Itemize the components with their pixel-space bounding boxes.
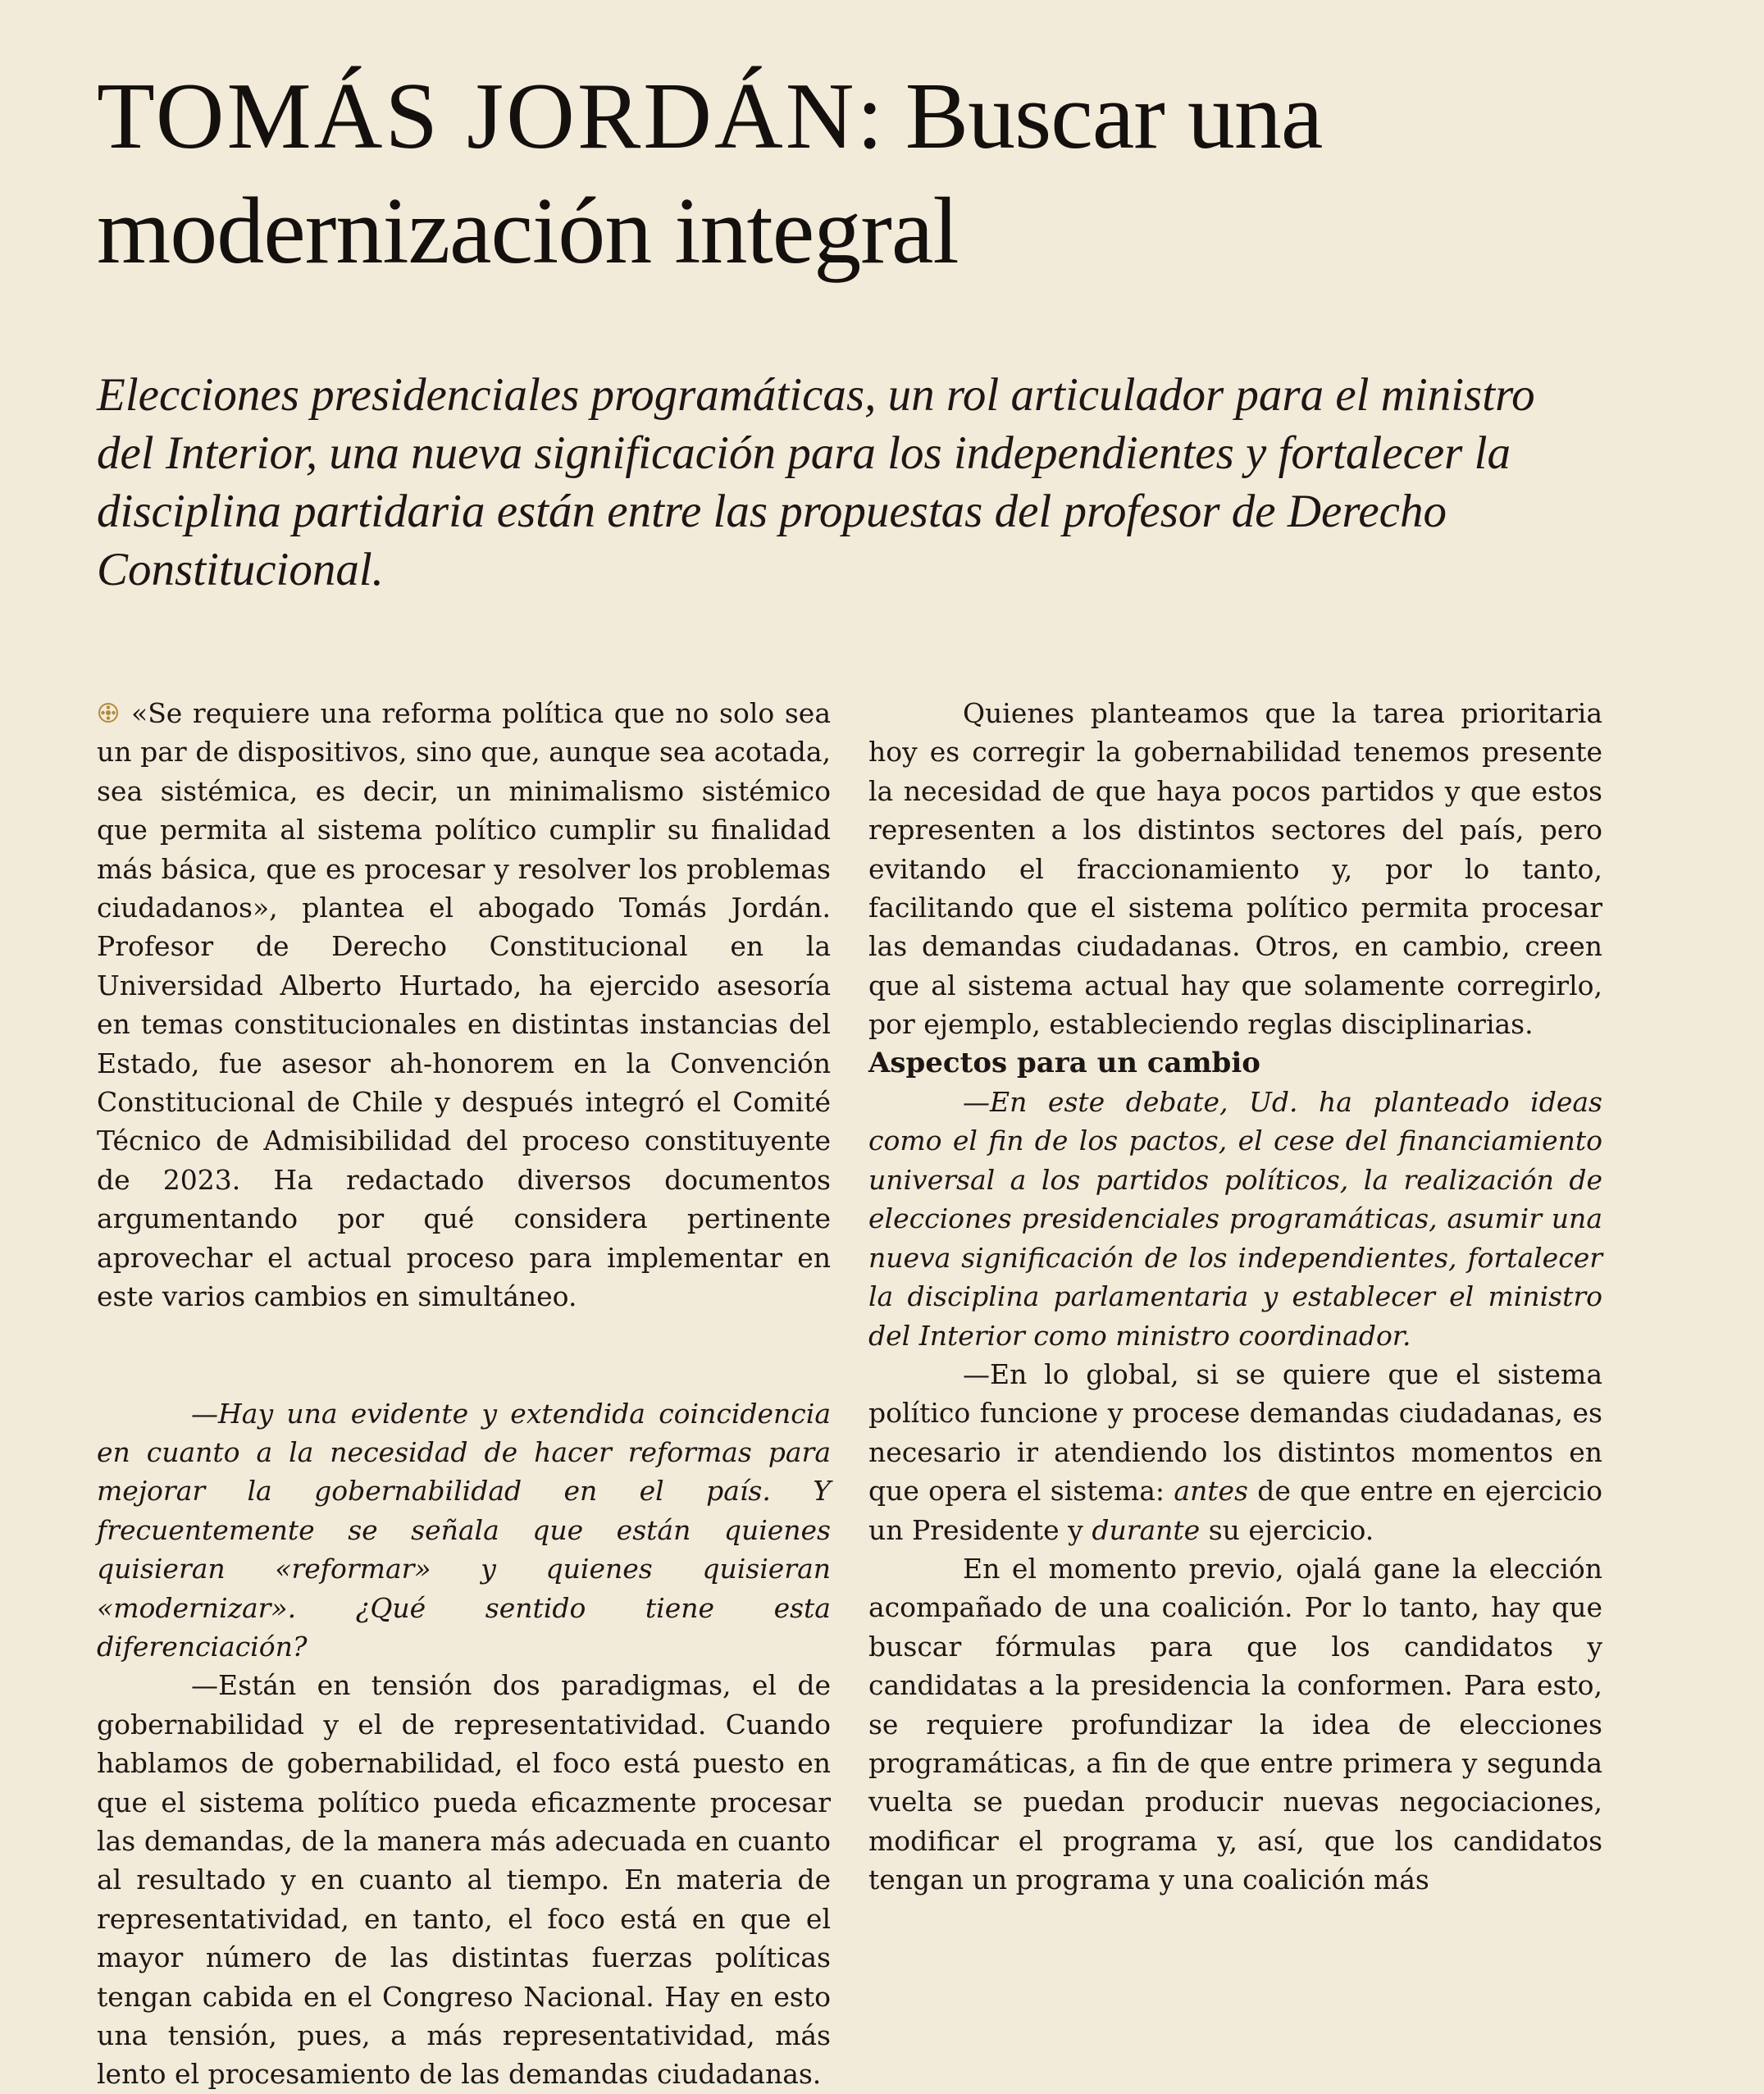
answer-2-emphasis-durante: durante [1092,1513,1201,1546]
right-paragraph-3: En el momento previo, ojalá gane la elección acompañado de una coalición. Por lo tanto, hay que buscar fórmulas para que los candidatos y candidatas a la presidencia la conformen. Para esto, se requiere profundizar la idea de elecciones programáticas, a fin de que entre primera y segunda vuelta se puedan producir nuevas negociaciones, modificar el programa y, así, que los candidatos tengan un programa y una coalición más [868,1552,1602,1896]
article-lead: Elecciones presidenciales programáticas, un rol articulador para el ministro del Interior, una nueva significación para los independientes y fortalecer la disciplina partidaria están entre las propuestas del profesor de Derecho Constitucional. [97,369,1535,595]
title-rest: Buscar una modernización integral [97,64,1323,284]
section-subheading: Aspectos para un cambio [868,1046,1260,1079]
interview-question-2: —En este debate, Ud. ha planteado ideas como el fin de los pactos, el cese del financiamiento universal a los partidos políticos, la realización de elecciones presidenciales programáticas, asumir una nueva significación de los independientes, fortalecer la disciplina parlamentaria y establecer el ministro del Interior como ministro coordinador. [868,1086,1602,1352]
answer-2-part-c: su ejercicio. [1200,1513,1374,1546]
article-page [97,0,1602,2091]
interview-answer-2 [868,1355,1602,1549]
answer-2-emphasis-antes: antes [1174,1475,1248,1508]
intro-text: «Se requiere una reforma política que no solo sea un par de dispositivos, sino que, aunque sea acotada, sea sistémica, es decir, un minimalismo sistémico que permita al sistema político cumplir su finalidad más básica, que es procesar y resolver los problemas ciudadanos», plantea el abogado Tomás Jordán. Profesor de Derecho Constitucional en la Universidad Alberto Hurtado, ha ejercido asesoría en temas constitucionales en distintas instancias del Estado, fue asesor ah-honorem en la Convención Constitucional de Chile y después integró el Comité Técnico de Admisibilidad del proceso constituyente de 2023. Ha redactado diversos documentos argumentando por qué considera pertinente aprovechar el actual proceso para implementar en este varios cambios en simultáneo. [97,697,831,1313]
right-paragraph-1: Quienes planteamos que la tarea prioritaria hoy es corregir la gobernabilidad tenemos presente la necesidad de que haya pocos partidos y que estos representen a los distintos sectores del país, pero evitando el fraccionamiento y, por lo tanto, facilitando que el sistema político permita procesar las demandas ciudadanas. Otros, en cambio, creen que al sistema actual hay que solamente corregirlo, por ejemplo, estableciendo reglas disciplinarias. [868,697,1602,1041]
flower-ornament-icon [97,701,120,724]
article-title [97,59,1602,289]
intro-paragraph [97,694,831,1316]
answer-2-part-a: —En lo global, si se quiere que el sistema político funcione y procese demandas ciudadanas, es necesario ir atendiendo los distintos momentos en que opera el sistema: [868,1357,1602,1508]
title-separator: : [856,64,882,169]
title-name: TOMÁS JORDÁN [97,64,857,169]
left-column [97,694,831,2094]
interview-answer-1: —Están en tensión dos paradigmas, el de gobernabilidad y el de representatividad. Cuando hablamos de gobernabilidad, el foco está puesto en que el sistema político pueda eficazmente procesar las demandas, de la manera más adecuada en cuanto al resultado y en cuanto al tiempo. En materia de representatividad, en tanto, el foco está en que el mayor número de las distintas fuerzas políticas tengan cabida en el Congreso Nacional. Hay en esto una tensión, pues, a más representatividad, más lento el procesamiento de las demandas ciudadanas. [97,1669,831,2091]
answer-2-part-b: de que entre en ejercicio un Presidente y [868,1475,1602,1546]
right-column [868,694,1602,1900]
interview-question-1: —Hay una evidente y extendida coincidencia en cuanto a la necesidad de hacer reformas para mejorar la gobernabilidad en el país. Y frecuentemente se señala que están quienes quisieran «reformar» y quienes quisieran «modernizar». ¿Qué sentido tiene esta diferenciación? [97,1397,831,1663]
